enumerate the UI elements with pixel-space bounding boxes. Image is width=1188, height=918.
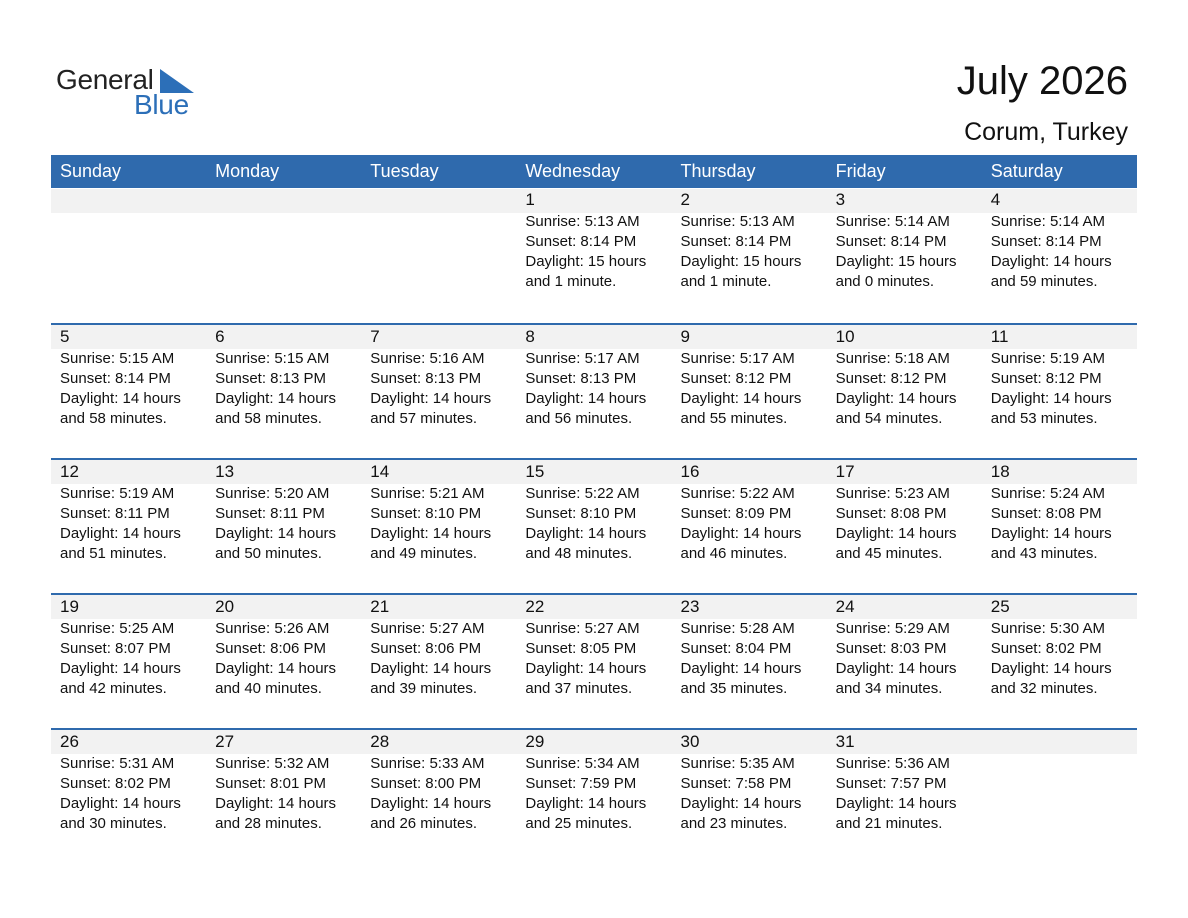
sunset-text: Sunset: 8:13 PM: [525, 370, 637, 387]
day-number: 25: [990, 597, 1010, 616]
day-number: 10: [835, 327, 855, 346]
sunset-text: Sunset: 8:12 PM: [835, 370, 947, 387]
calendar-week: [51, 593, 1137, 728]
day-cell: [982, 460, 1137, 564]
day-number: [370, 188, 516, 212]
daylight-minutes-text: and 39 minutes.: [370, 680, 477, 697]
week-row: [51, 595, 1137, 699]
sunset-text: Sunset: 8:14 PM: [835, 233, 947, 250]
daylight-text: Daylight: 14 hours: [680, 390, 802, 407]
day-number: 29: [525, 732, 545, 751]
sunset-text: Sunset: 8:02 PM: [60, 775, 171, 792]
week-row: [51, 730, 1137, 834]
day-cell: [516, 460, 671, 564]
day-cell: [206, 730, 361, 834]
daylight-text: Daylight: 14 hours: [215, 390, 337, 407]
sunset-text: Sunset: 8:04 PM: [680, 640, 792, 657]
sunrise-text: Sunrise: 5:14 AM: [990, 213, 1105, 230]
daylight-text: Daylight: 14 hours: [990, 390, 1112, 407]
day-cell: [51, 188, 206, 292]
daylight-text: Daylight: 14 hours: [990, 660, 1112, 677]
daylight-minutes-text: and 0 minutes.: [835, 273, 935, 290]
daylight-text: Daylight: 14 hours: [835, 390, 957, 407]
sunset-text: Sunset: 8:14 PM: [990, 233, 1102, 250]
sunrise-text: Sunrise: 5:15 AM: [60, 350, 175, 367]
calendar-week: [51, 188, 1137, 323]
sunrise-text: Sunrise: 5:34 AM: [525, 755, 640, 772]
day-cell: [51, 325, 206, 429]
day-number: 13: [215, 462, 235, 481]
day-cell: [516, 730, 671, 834]
day-number: 2: [680, 190, 690, 209]
page-title: July 2026: [956, 59, 1128, 103]
sunset-text: Sunset: 8:01 PM: [215, 775, 327, 792]
week-row: [51, 188, 1137, 292]
logo: [56, 64, 206, 120]
day-number: 7: [370, 327, 380, 346]
daylight-minutes-text: and 37 minutes.: [525, 680, 633, 697]
daylight-minutes-text: and 56 minutes.: [525, 410, 633, 427]
sunset-text: Sunset: 8:09 PM: [680, 505, 792, 522]
daylight-text: Daylight: 14 hours: [990, 525, 1112, 542]
day-cell: [827, 595, 982, 699]
daylight-minutes-text: and 40 minutes.: [215, 680, 322, 697]
sunset-text: Sunset: 8:10 PM: [370, 505, 482, 522]
sunrise-text: Sunrise: 5:29 AM: [835, 620, 950, 637]
daylight-minutes-text: and 23 minutes.: [680, 815, 788, 832]
day-cell: [361, 460, 516, 564]
sunset-text: Sunset: 8:10 PM: [525, 505, 637, 522]
daylight-minutes-text: and 45 minutes.: [835, 545, 943, 562]
sunrise-text: Sunrise: 5:22 AM: [525, 485, 640, 502]
day-cell: [672, 188, 827, 292]
sunrise-text: Sunrise: 5:15 AM: [215, 350, 330, 367]
daylight-minutes-text: and 34 minutes.: [835, 680, 943, 697]
day-cell: [672, 730, 827, 834]
day-cell: [361, 730, 516, 834]
sunset-text: Sunset: 7:59 PM: [525, 775, 637, 792]
sunrise-text: Sunrise: 5:24 AM: [990, 485, 1105, 502]
day-cell: [827, 730, 982, 834]
sunset-text: Sunset: 8:08 PM: [835, 505, 947, 522]
day-number: 26: [60, 732, 79, 751]
daylight-minutes-text: and 58 minutes.: [60, 410, 167, 427]
daylight-text: Daylight: 14 hours: [60, 660, 181, 677]
day-cell: [51, 460, 206, 564]
sunrise-text: Sunrise: 5:32 AM: [215, 755, 330, 772]
daylight-text: Daylight: 14 hours: [215, 660, 337, 677]
sunrise-text: Sunrise: 5:19 AM: [60, 485, 175, 502]
sunrise-text: Sunrise: 5:21 AM: [370, 485, 485, 502]
sunset-text: Sunset: 8:03 PM: [835, 640, 947, 657]
day-number: 19: [60, 597, 79, 616]
daylight-text: Daylight: 14 hours: [370, 795, 492, 812]
day-number: 27: [215, 732, 235, 751]
daylight-text: Daylight: 14 hours: [680, 660, 802, 677]
sunrise-text: Sunrise: 5:25 AM: [60, 620, 175, 637]
calendar-week: [51, 728, 1137, 863]
day-number: 24: [835, 597, 855, 616]
sunset-text: Sunset: 7:57 PM: [835, 775, 947, 792]
day-number: 1: [525, 190, 535, 209]
sunrise-text: Sunrise: 5:31 AM: [60, 755, 175, 772]
daylight-text: Daylight: 14 hours: [60, 525, 181, 542]
day-cell: [827, 460, 982, 564]
daylight-minutes-text: and 46 minutes.: [680, 545, 788, 562]
sunrise-text: Sunrise: 5:17 AM: [525, 350, 640, 367]
day-number: 21: [370, 597, 390, 616]
daylight-minutes-text: and 59 minutes.: [990, 273, 1098, 290]
day-number: 3: [835, 190, 846, 209]
daylight-minutes-text: and 1 minute.: [680, 273, 772, 290]
sunset-text: Sunset: 8:13 PM: [370, 370, 482, 387]
weekday-tuesday: Tuesday: [370, 161, 439, 181]
daylight-text: Daylight: 15 hours: [525, 253, 647, 270]
day-cell: [827, 325, 982, 429]
day-number: 20: [215, 597, 235, 616]
sunset-text: Sunset: 8:14 PM: [60, 370, 171, 387]
day-cell: [672, 595, 827, 699]
sunrise-text: Sunrise: 5:22 AM: [680, 485, 795, 502]
day-number: [991, 730, 1137, 754]
calendar-week: [51, 458, 1137, 593]
sunset-text: Sunset: 7:58 PM: [680, 775, 792, 792]
day-cell: [51, 595, 206, 699]
daylight-minutes-text: and 57 minutes.: [370, 410, 477, 427]
day-cell: [672, 325, 827, 429]
day-number: 12: [60, 462, 79, 481]
sunset-text: Sunset: 8:13 PM: [215, 370, 327, 387]
sunrise-text: Sunrise: 5:13 AM: [680, 213, 795, 230]
sunset-text: Sunset: 8:06 PM: [370, 640, 482, 657]
daylight-minutes-text: and 55 minutes.: [680, 410, 788, 427]
sunset-text: Sunset: 8:07 PM: [60, 640, 171, 657]
daylight-minutes-text: and 30 minutes.: [60, 815, 167, 832]
day-number: 11: [990, 327, 1009, 346]
sunset-text: Sunset: 8:14 PM: [525, 233, 637, 250]
day-cell: [982, 730, 1137, 834]
day-number: 18: [990, 462, 1010, 481]
day-cell: [361, 595, 516, 699]
day-cell: [206, 595, 361, 699]
weekday-saturday: Saturday: [990, 161, 1063, 181]
day-number: 28: [370, 732, 390, 751]
day-cell: [361, 188, 516, 292]
daylight-minutes-text: and 42 minutes.: [60, 680, 167, 697]
daylight-minutes-text: and 35 minutes.: [680, 680, 788, 697]
day-cell: [982, 595, 1137, 699]
sunset-text: Sunset: 8:14 PM: [680, 233, 792, 250]
daylight-minutes-text: and 50 minutes.: [215, 545, 322, 562]
sunset-text: Sunset: 8:12 PM: [680, 370, 792, 387]
day-cell: [51, 730, 206, 834]
logo-text-general: General: [56, 64, 154, 95]
daylight-minutes-text: and 54 minutes.: [835, 410, 943, 427]
sunset-text: Sunset: 8:06 PM: [215, 640, 327, 657]
daylight-text: Daylight: 14 hours: [525, 795, 647, 812]
sunset-text: Sunset: 8:00 PM: [370, 775, 482, 792]
sunrise-text: Sunrise: 5:30 AM: [990, 620, 1105, 637]
daylight-minutes-text: and 48 minutes.: [525, 545, 633, 562]
day-number: 23: [680, 597, 700, 616]
day-number: 4: [990, 190, 1001, 209]
day-cell: [361, 325, 516, 429]
daylight-text: Daylight: 14 hours: [525, 390, 647, 407]
day-number: 14: [370, 462, 390, 481]
sunset-text: Sunset: 8:08 PM: [990, 505, 1102, 522]
sunrise-text: Sunrise: 5:35 AM: [680, 755, 795, 772]
calendar-week: [51, 323, 1137, 458]
day-number: 6: [215, 327, 225, 346]
sunset-text: Sunset: 8:12 PM: [990, 370, 1102, 387]
daylight-minutes-text: and 53 minutes.: [990, 410, 1098, 427]
day-cell: [206, 188, 361, 292]
day-cell: [516, 325, 671, 429]
daylight-minutes-text: and 1 minute.: [525, 273, 617, 290]
calendar-grid: [51, 155, 1137, 863]
day-cell: [516, 595, 671, 699]
sunrise-text: Sunrise: 5:13 AM: [525, 213, 640, 230]
daylight-text: Daylight: 14 hours: [60, 795, 181, 812]
sunrise-text: Sunrise: 5:19 AM: [990, 350, 1105, 367]
weekday-header: [51, 155, 1137, 188]
sunrise-text: Sunrise: 5:33 AM: [370, 755, 485, 772]
day-number: 22: [525, 597, 545, 616]
daylight-text: Daylight: 14 hours: [990, 253, 1112, 270]
weekday-thursday: Thursday: [680, 161, 756, 181]
daylight-minutes-text: and 32 minutes.: [990, 680, 1098, 697]
day-cell: [206, 460, 361, 564]
daylight-text: Daylight: 14 hours: [835, 660, 957, 677]
day-cell: [827, 188, 982, 292]
sunrise-text: Sunrise: 5:20 AM: [215, 485, 330, 502]
daylight-text: Daylight: 14 hours: [525, 660, 647, 677]
daylight-text: Daylight: 14 hours: [835, 795, 957, 812]
week-row: [51, 460, 1137, 564]
day-number: 9: [680, 327, 690, 346]
daylight-text: Daylight: 14 hours: [680, 525, 802, 542]
sunrise-text: Sunrise: 5:27 AM: [525, 620, 640, 637]
weekday-wednesday: Wednesday: [525, 161, 621, 181]
daylight-text: Daylight: 15 hours: [835, 253, 957, 270]
sunrise-text: Sunrise: 5:17 AM: [680, 350, 795, 367]
day-cell: [206, 325, 361, 429]
day-number: [60, 188, 206, 212]
day-number: 8: [525, 327, 535, 346]
daylight-minutes-text: and 26 minutes.: [370, 815, 477, 832]
sunset-text: Sunset: 8:11 PM: [215, 505, 325, 522]
day-cell: [982, 188, 1137, 292]
sunrise-text: Sunrise: 5:28 AM: [680, 620, 795, 637]
sunrise-text: Sunrise: 5:36 AM: [835, 755, 950, 772]
sunset-text: Sunset: 8:02 PM: [990, 640, 1102, 657]
day-number: 5: [60, 327, 70, 346]
day-number: 15: [525, 462, 545, 481]
day-number: 16: [680, 462, 700, 481]
daylight-minutes-text: and 43 minutes.: [990, 545, 1098, 562]
daylight-minutes-text: and 25 minutes.: [525, 815, 633, 832]
daylight-text: Daylight: 14 hours: [215, 795, 337, 812]
week-row: [51, 325, 1137, 429]
daylight-text: Daylight: 14 hours: [370, 390, 492, 407]
daylight-text: Daylight: 14 hours: [370, 525, 492, 542]
logo-text-blue: Blue: [134, 89, 189, 120]
sunrise-text: Sunrise: 5:27 AM: [370, 620, 485, 637]
daylight-minutes-text: and 58 minutes.: [215, 410, 322, 427]
daylight-minutes-text: and 49 minutes.: [370, 545, 477, 562]
sunrise-text: Sunrise: 5:16 AM: [370, 350, 485, 367]
daylight-text: Daylight: 15 hours: [680, 253, 802, 270]
daylight-text: Daylight: 14 hours: [215, 525, 337, 542]
daylight-text: Daylight: 14 hours: [525, 525, 647, 542]
daylight-text: Daylight: 14 hours: [370, 660, 492, 677]
sunrise-text: Sunrise: 5:26 AM: [215, 620, 330, 637]
sunset-text: Sunset: 8:05 PM: [525, 640, 637, 657]
day-number: 30: [680, 732, 700, 751]
day-cell: [516, 188, 671, 292]
sunrise-text: Sunrise: 5:23 AM: [835, 485, 950, 502]
day-cell: [672, 460, 827, 564]
daylight-minutes-text: and 28 minutes.: [215, 815, 322, 832]
daylight-text: Daylight: 14 hours: [680, 795, 802, 812]
sunset-text: Sunset: 8:11 PM: [60, 505, 170, 522]
weekday-monday: Monday: [215, 161, 280, 181]
sunrise-text: Sunrise: 5:14 AM: [835, 213, 950, 230]
weekday-friday: Friday: [835, 161, 886, 181]
sunrise-text: Sunrise: 5:18 AM: [835, 350, 950, 367]
day-cell: [982, 325, 1137, 429]
calendar-weeks: [51, 188, 1137, 863]
daylight-text: Daylight: 14 hours: [60, 390, 181, 407]
day-number: 31: [835, 732, 855, 751]
day-number: [215, 188, 361, 212]
day-number: 17: [835, 462, 855, 481]
location-subtitle: Corum, Turkey: [964, 118, 1128, 146]
daylight-text: Daylight: 14 hours: [835, 525, 957, 542]
daylight-minutes-text: and 51 minutes.: [60, 545, 167, 562]
weekday-sunday: Sunday: [60, 161, 122, 181]
daylight-minutes-text: and 21 minutes.: [835, 815, 943, 832]
